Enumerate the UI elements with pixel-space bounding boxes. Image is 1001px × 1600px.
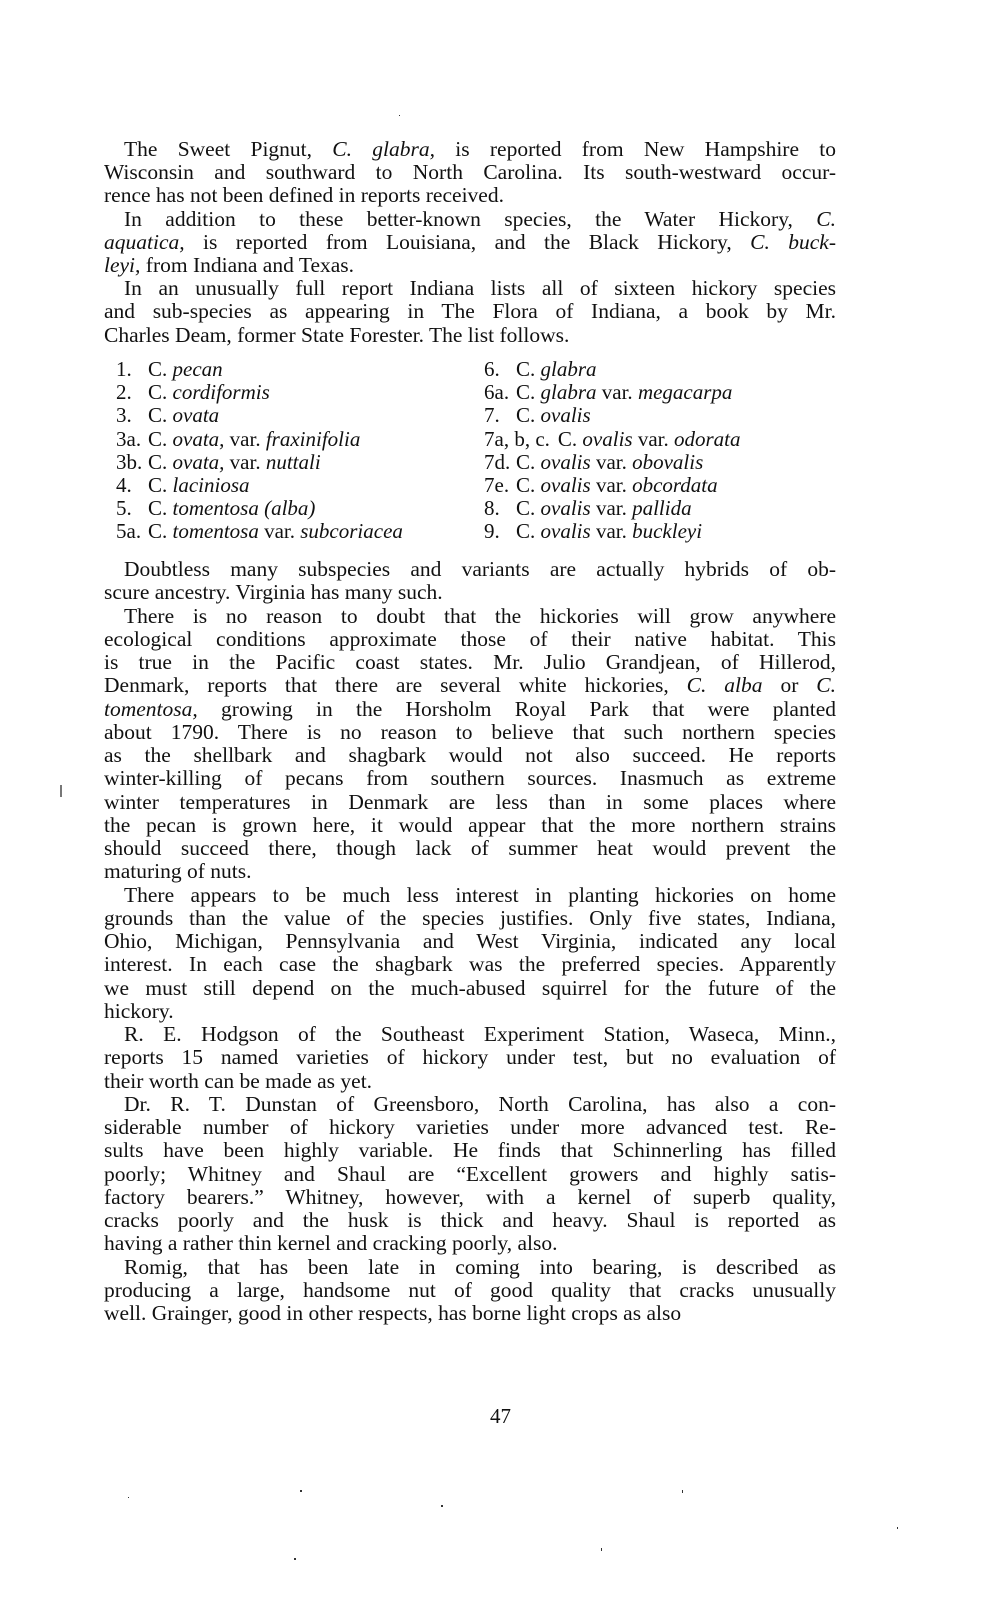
scan-speck: [441, 1505, 443, 1507]
list-number: 5a.: [116, 519, 142, 544]
text-line: well. Grainger, good in other respects, has borne light crops as also: [104, 1301, 682, 1325]
scan-speck: [682, 1490, 683, 1493]
species-name: C. ovata, var. fraxinifolia: [148, 426, 361, 451]
species-name: C. ovalis: [516, 403, 591, 428]
list-number: 7d.: [484, 449, 511, 474]
list-number: 9.: [484, 519, 500, 544]
text-line: reports 15 named varieties of hickory under test, but no evaluation of: [104, 1045, 836, 1070]
species-list-item: [484, 496, 692, 520]
species-name: C. pecan: [148, 357, 223, 381]
species-name: C. tomentosa var. subcoriacea: [148, 519, 403, 544]
species-name: C. tomentosa (alba): [148, 496, 316, 521]
text-line: interest. In each case the shagbark was the preferred species. Apparently: [104, 952, 836, 977]
text-line: about 1790. There is no reason to believe that such northern species: [104, 719, 836, 744]
list-number: 8.: [484, 496, 500, 521]
text-line: factory bearers.” Whitney, however, with a kernel of superb quality,: [104, 1184, 836, 1209]
scan-speck: [300, 1490, 302, 1492]
text-line: maturing of nuts.: [104, 859, 252, 884]
list-number: 7a, b, c.: [484, 426, 550, 451]
species-list-item: [116, 427, 360, 451]
text-line: Romig, that has been late in coming into bearing, is described as: [124, 1254, 836, 1279]
species-name: C. ovata: [148, 403, 220, 428]
list-number: 4.: [116, 473, 132, 497]
list-number: 7.: [484, 403, 500, 428]
species-name: C. glabra: [516, 357, 597, 381]
page-number: 47: [490, 1404, 511, 1428]
species-name: C. ovalis var. obcordata: [516, 473, 718, 497]
species-list-item: [116, 450, 321, 474]
species-list-item: [484, 380, 732, 404]
text-line: Wisconsin and southward to North Carolina. Its south-westward occur-: [104, 160, 836, 185]
species-name: C. ovata, var. nuttali: [148, 449, 321, 474]
text-line: is true in the Pacific coast states. Mr. Julio Grandjean, of Hillerod,: [104, 650, 836, 674]
species-list-item: [484, 519, 702, 543]
text-line: winter temperatures in Denmark are less than in some places where: [104, 789, 836, 814]
list-number: 5.: [116, 496, 132, 521]
scan-speck: [128, 1497, 129, 1498]
text-line: winter-killing of pecans from southern sources. Inasmuch as extreme: [104, 766, 836, 791]
text-line: In an unusually full report Indiana lists all of sixteen hickory species: [124, 276, 836, 301]
species-name: C. ovalis var. buckleyi: [516, 519, 703, 544]
text-line: Denmark, reports that there are several white hickories, C. alba or C.: [104, 673, 836, 698]
text-line: There appears to be much less interest in planting hickories on home: [124, 882, 836, 907]
text-line: their worth can be made as yet.: [104, 1068, 373, 1093]
text-line: leyi, from Indiana and Texas.: [104, 253, 355, 277]
species-name: C. ovalis var. obovalis: [516, 449, 704, 474]
text-line: The Sweet Pignut, C. glabra, is reported from New Hampshire to: [124, 137, 837, 161]
text-line: as the shellbark and shagbark would not also succeed. He reports: [104, 743, 836, 767]
species-name: C. glabra var. megacarpa: [516, 380, 733, 405]
text-line: There is no reason to doubt that the hickories will grow anywhere: [124, 603, 836, 628]
text-line: siderable number of hickory varieties under more advanced test. Re-: [104, 1115, 836, 1139]
text-line: tomentosa, growing in the Horsholm Royal Park that were planted: [104, 696, 836, 721]
species-list-item: [484, 427, 741, 451]
scan-speck: [897, 1527, 898, 1529]
list-number: 6.: [484, 357, 500, 381]
scan-speck: [399, 115, 400, 116]
text-line: the pecan is grown here, it would appear that the more northern strains: [104, 812, 836, 837]
species-list-item: [116, 473, 250, 497]
text-line: rence has not been defined in reports received.: [104, 183, 504, 208]
list-number: 7e.: [484, 473, 510, 497]
list-number: 6a.: [484, 380, 510, 405]
text-line: Charles Deam, former State Forester. The list follows.: [104, 322, 570, 347]
text-line: scure ancestry. Virginia has many such.: [104, 580, 443, 605]
list-number: 1.: [116, 357, 132, 381]
text-line: having a rather thin kernel and cracking poorly, also.: [104, 1231, 558, 1256]
text-line: and sub-species as appearing in The Flora of Indiana, a book by Mr.: [104, 299, 836, 324]
text-line: sults have been highly variable. He finds that Schinnerling has filled: [104, 1138, 836, 1163]
scan-speck: [294, 1558, 296, 1560]
species-name: C. ovalis var. odorata: [557, 426, 741, 451]
scan-speck: [601, 1548, 602, 1551]
text-line: we must still depend on the much-abused squirrel for the future of the: [104, 975, 836, 1000]
list-number: 3a.: [116, 426, 142, 451]
text-line: In addition to these better-known species, the Water Hickory, C.: [124, 206, 836, 231]
text-line: hickory.: [104, 998, 174, 1023]
text-line: Dr. R. T. Dunstan of Greensboro, North Carolina, has also a con-: [124, 1091, 836, 1116]
text-line: Doubtless many subspecies and variants are actually hybrids of ob-: [124, 557, 836, 581]
text-line: poorly; Whitney and Shaul are “Excellent growers and highly satis-: [104, 1161, 836, 1186]
text-line: Ohio, Michigan, Pennsylvania and West Virginia, indicated any local: [104, 929, 836, 953]
species-list-item: [116, 496, 315, 520]
species-list-item: [116, 519, 403, 543]
species-name: C. cordiformis: [148, 380, 270, 405]
text-line: grounds than the value of the species justifies. Only five states, Indiana,: [104, 905, 836, 930]
text-line: should succeed there, though lack of summer heat would prevent the: [104, 836, 836, 860]
list-number: 3.: [116, 403, 132, 428]
list-number: 2.: [116, 380, 132, 405]
text-line: R. E. Hodgson of the Southeast Experiment Station, Waseca, Minn.,: [124, 1022, 836, 1046]
species-list-item: [116, 380, 270, 404]
species-list-item: [484, 450, 703, 474]
species-list-item: [116, 403, 219, 427]
text-line: ecological conditions approximate those of their native habitat. This: [104, 626, 836, 651]
species-list-item: [484, 357, 597, 381]
list-number: 3b.: [116, 449, 143, 474]
scan-speck: [60, 785, 62, 797]
species-list-item: [116, 357, 223, 381]
text-line: producing a large, handsome nut of good quality that cracks unusually: [104, 1277, 836, 1302]
species-list-item: [484, 473, 718, 497]
species-list-item: [484, 403, 591, 427]
species-name: C. laciniosa: [148, 473, 250, 497]
species-name: C. ovalis var. pallida: [516, 496, 692, 521]
text-line: aquatica, is reported from Louisiana, and the Black Hickory, C. buck-: [104, 229, 836, 254]
text-line: cracks poorly and the husk is thick and heavy. Shaul is reported as: [104, 1208, 836, 1232]
